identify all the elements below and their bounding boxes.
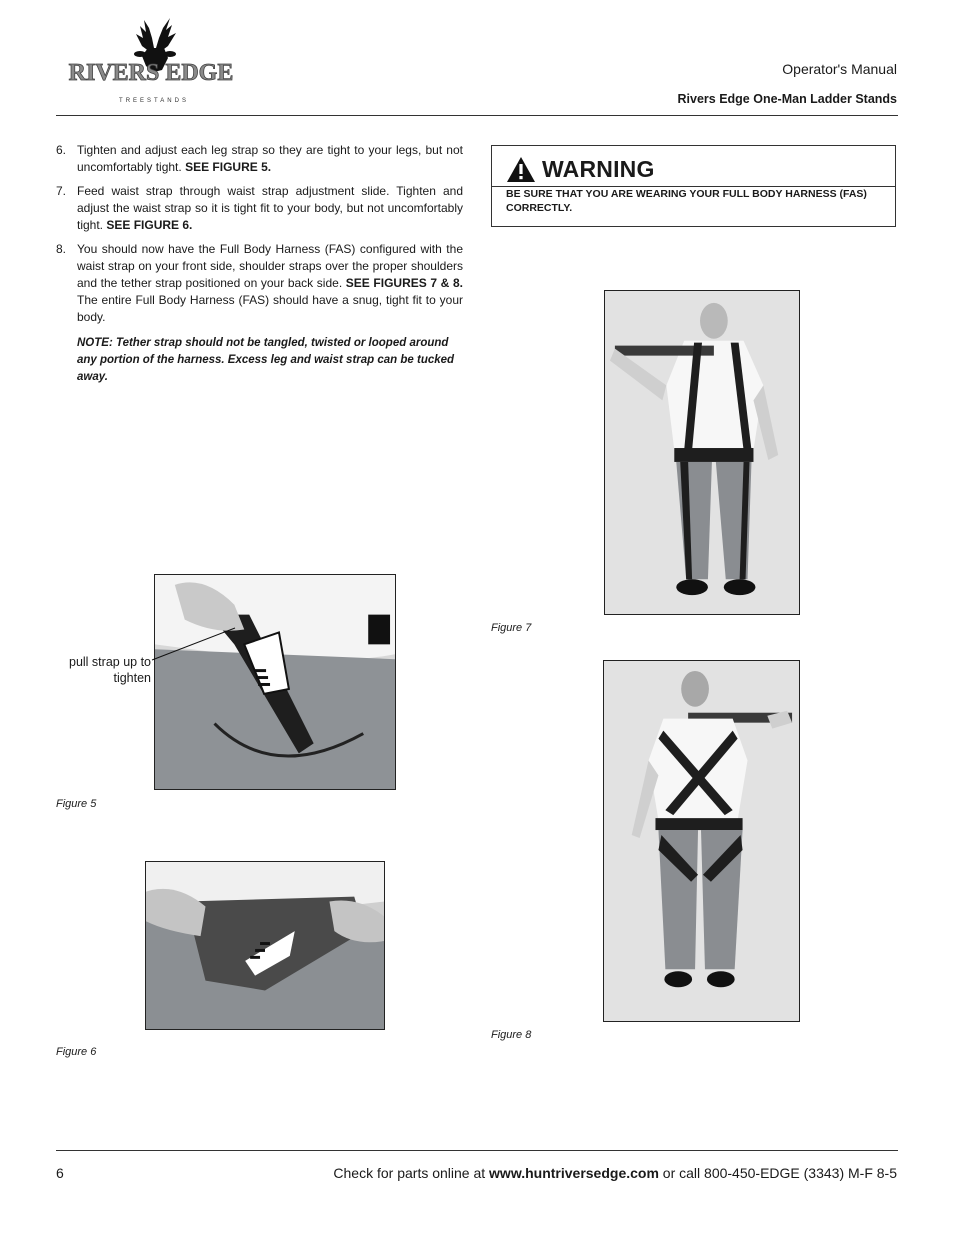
figure-6-caption: Figure 6 — [56, 1046, 97, 1058]
figure-8-photo — [603, 660, 800, 1022]
step-number: 6. — [56, 143, 67, 157]
warning-header — [506, 154, 655, 184]
rivers-edge-logo — [66, 18, 236, 106]
manual-label: Operator's Manual — [782, 61, 897, 77]
footer-url-link[interactable]: www.huntriversedge.com — [489, 1165, 659, 1181]
step-figure-ref: SEE FIGURE 6. — [106, 218, 193, 232]
step-text: Tighten and adjust each leg strap so they are tight to your legs, but not uncomfortably tight. — [77, 143, 463, 174]
tether-note: NOTE: Tether strap should not be tangled, twisted or looped around any portion of the harness. Excess leg and waist strap can be tucked away. — [77, 337, 455, 383]
footer-prefix: Check for parts online at — [333, 1165, 486, 1181]
step-7 — [56, 183, 463, 234]
footer-contact — [333, 1165, 897, 1181]
figure-8-caption: Figure 8 — [491, 1029, 532, 1041]
step-text: You should now have the Full Body Harness (FAS) configured with the waist strap on your front side, shoulder straps over the proper shoulders and the tether strap positioned on your back side. — [77, 242, 463, 290]
step-text-tail: The entire Full Body Harness (FAS) should have a snug, tight fit to your body. — [77, 293, 463, 324]
instruction-steps — [56, 142, 463, 386]
warning-box — [491, 145, 896, 227]
step-8 — [56, 241, 463, 326]
product-label: Rivers Edge One-Man Ladder Stands — [677, 92, 897, 106]
figure-5-callout: pull strap up to tighten — [69, 655, 151, 685]
figure-7-photo — [604, 290, 800, 615]
step-6 — [56, 142, 463, 176]
warning-title: WARNING — [542, 155, 655, 182]
logo-subtext: TREESTANDS — [119, 98, 189, 104]
figure-5-photo — [154, 574, 396, 790]
header-rule — [56, 115, 898, 116]
footer-rule — [56, 1150, 898, 1151]
figure-6-photo — [145, 861, 385, 1030]
logo-wordmark: RIVERS EDGE — [68, 60, 234, 86]
figure-5-caption: Figure 5 — [56, 798, 97, 810]
footer-suffix: or call 800-450-EDGE (3343) M-F 8-5 — [662, 1165, 897, 1181]
step-figure-ref: SEE FIGURE 5. — [185, 160, 272, 174]
step-number: 8. — [56, 242, 67, 256]
step-text: Feed waist strap through waist strap adjustment slide. Tighten and adjust the waist strap so it is tight fit to your body, but not uncomfortably tight. — [77, 184, 463, 232]
page-number: 6 — [56, 1165, 64, 1181]
figure-7-caption: Figure 7 — [491, 622, 532, 634]
callout-leader-line — [150, 620, 240, 665]
warning-text: BE SURE THAT YOU ARE WEARING YOUR FULL BODY HARNESS (FAS) CORRECTLY. — [506, 188, 867, 214]
step-number: 7. — [56, 184, 67, 198]
warning-triangle-icon — [506, 156, 536, 183]
step-figure-ref: SEE FIGURES 7 & 8. — [345, 276, 463, 290]
